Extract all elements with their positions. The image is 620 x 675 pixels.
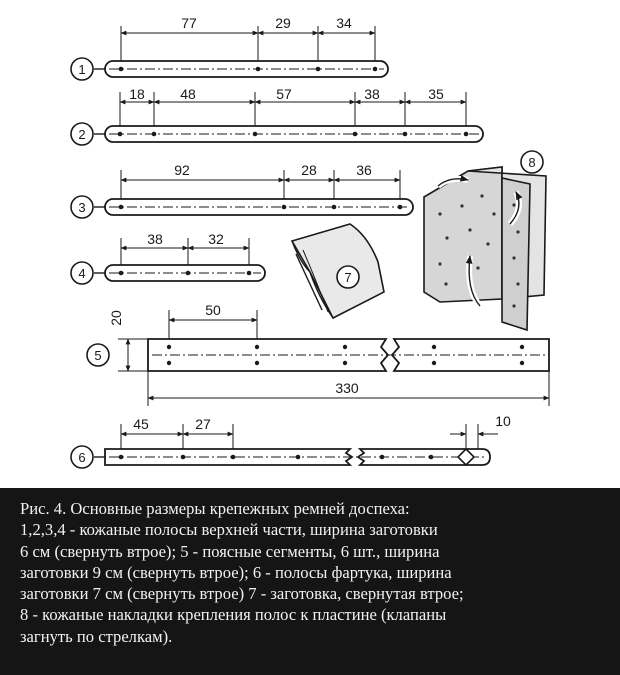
strip-label-2 [71,123,93,145]
dim-label: 77 [181,15,197,31]
svg-text:6: 6 [78,450,86,465]
strip-6 [71,413,511,468]
dim-label: 27 [195,416,211,432]
caption-line: 6 см (свернуть втрое); 5 - поясные сегменты, 6 шт., ширина [20,541,440,561]
strip-label-5 [87,344,109,366]
caption-line: 1,2,3,4 - кожаные полосы верхней части, ширина заготовки [20,520,438,540]
length-label: 330 [335,380,359,396]
figure-caption [0,488,620,675]
dim-label: 48 [180,86,196,102]
caption-line: 8 - кожаные накладки крепления полос к пластине (клапаны [20,605,447,625]
strip-label-3 [71,196,93,218]
dim-label: 57 [276,86,292,102]
strip-3 [71,162,413,218]
dim-label: 38 [364,86,380,102]
svg-text:4: 4 [78,266,86,281]
svg-text:5: 5 [94,348,102,363]
flap-piece [424,151,546,330]
strip-label-1 [71,58,93,80]
caption-line: заготовки 9 см (свернуть втрое); 6 - полосы фартука, ширина [20,562,452,582]
part-label-7 [337,266,359,288]
strip-5 [87,302,549,406]
svg-text:2: 2 [78,127,86,142]
strip-1 [71,15,388,80]
dim-label: 29 [275,15,291,31]
height-label: 20 [108,310,124,326]
dim-label: 50 [205,302,221,318]
dim-label: 38 [147,231,163,247]
strip-4 [71,231,265,284]
dim-label: 10 [495,413,511,429]
strip-label-4 [71,262,93,284]
caption-line: загнуть по стрелкам). [20,626,173,646]
caption-line: заготовки 7 см (свернуть втрое) 7 - заготовка, свернутая втрое; [20,584,464,604]
dim-label: 92 [174,162,190,178]
svg-text:7: 7 [344,270,352,285]
part-label-8 [521,151,543,173]
dim-label: 18 [129,86,145,102]
dim-label: 35 [428,86,444,102]
svg-text:1: 1 [78,62,86,77]
dim-label: 45 [133,416,149,432]
svg-text:8: 8 [528,155,536,170]
strip-2 [71,86,483,145]
dim-label: 28 [301,162,317,178]
folded-blank [292,224,384,318]
caption-line: Рис. 4. Основные размеры крепежных ремней доспеха: [20,499,410,518]
dim-label: 34 [336,15,352,31]
dim-label: 36 [356,162,372,178]
dim-label: 32 [208,231,224,247]
strip-label-6 [71,446,93,468]
svg-text:3: 3 [78,200,86,215]
